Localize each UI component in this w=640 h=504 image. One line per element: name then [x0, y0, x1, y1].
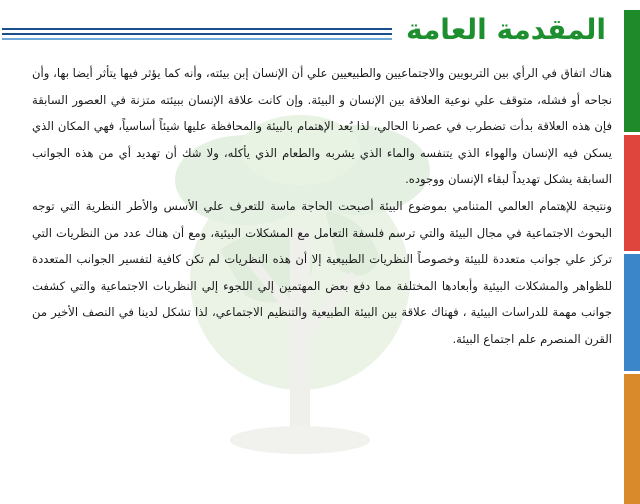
title-rule-line	[2, 28, 392, 30]
body-text	[32, 60, 612, 353]
side-bar-blue	[624, 254, 640, 371]
side-bar-green	[624, 10, 640, 132]
title-rule-line	[2, 38, 392, 40]
title-rule	[2, 28, 392, 43]
side-bar-red	[624, 135, 640, 251]
paragraph: ونتيجة للإهتمام العالمي المتنامي بموضوع البيئة أصبحت الحاجة ماسة للتعرف علي الأسس والأطر النظرية التي توجه البحوث الاجتماعية في مجال البيئة والتي ترسم فلسفة التعامل مع المشكلات البيئية، ومع أن هناك عدد من النظريات التي تركز علي جوانب متعددة للبيئة وخصوصاً النظريات الطبيعية إلا أن هذه النظريات لم تكن كافية لتفسير الجوانب المتعددة للظواهر والمشكلات البيئية وأبعادها المختلفة مما دفع بعض المهتمين إلي اللجوء إلي النظريات الاجتماعية والتي كشفت جوانب مهمة للدراسات البيئية ، فهناك علاقة بين البيئة الطبيعية والتنظيم الاجتماعي، لذا تشكل لدينا في النصف الأخير من القرن المنصرم علم اجتماع البيئة.	[32, 198, 612, 346]
title-rule-line	[2, 33, 392, 35]
side-bar-orange	[624, 374, 640, 504]
paragraph: هناك اتفاق في الرأي بين التربويين والاجتماعيين والطبيعيين علي أن الإنسان إبن بيئته، وأنه كما يؤثر فيها يتأثر أيضا بها، وأن نجاحه أو فشله، متوقف علي نوعية العلاقة بين الإنسان و البيئة. وإن كانت علاقة الإنسان ببيئته متزنة في العصور السابقة فإن هذه العلاقة بدأت تضطرب في عصرنا الحالي، لذا يُعد الإهتمام بالبيئة والمحافظة عليها شيئاً أساسياً، فهي المكان الذي يسكن فيه الإنسان والهواء الذي يتنفسه والماء الذي يشربه والطعام الذي يأكله، ولا شك أن تهديد أي من هذه الجوانب السابقة يشكل تهديداً لبقاء الإنسان ووجوده.	[32, 66, 612, 187]
title-row	[0, 10, 606, 50]
page-title: المقدمة العامة	[405, 13, 606, 46]
